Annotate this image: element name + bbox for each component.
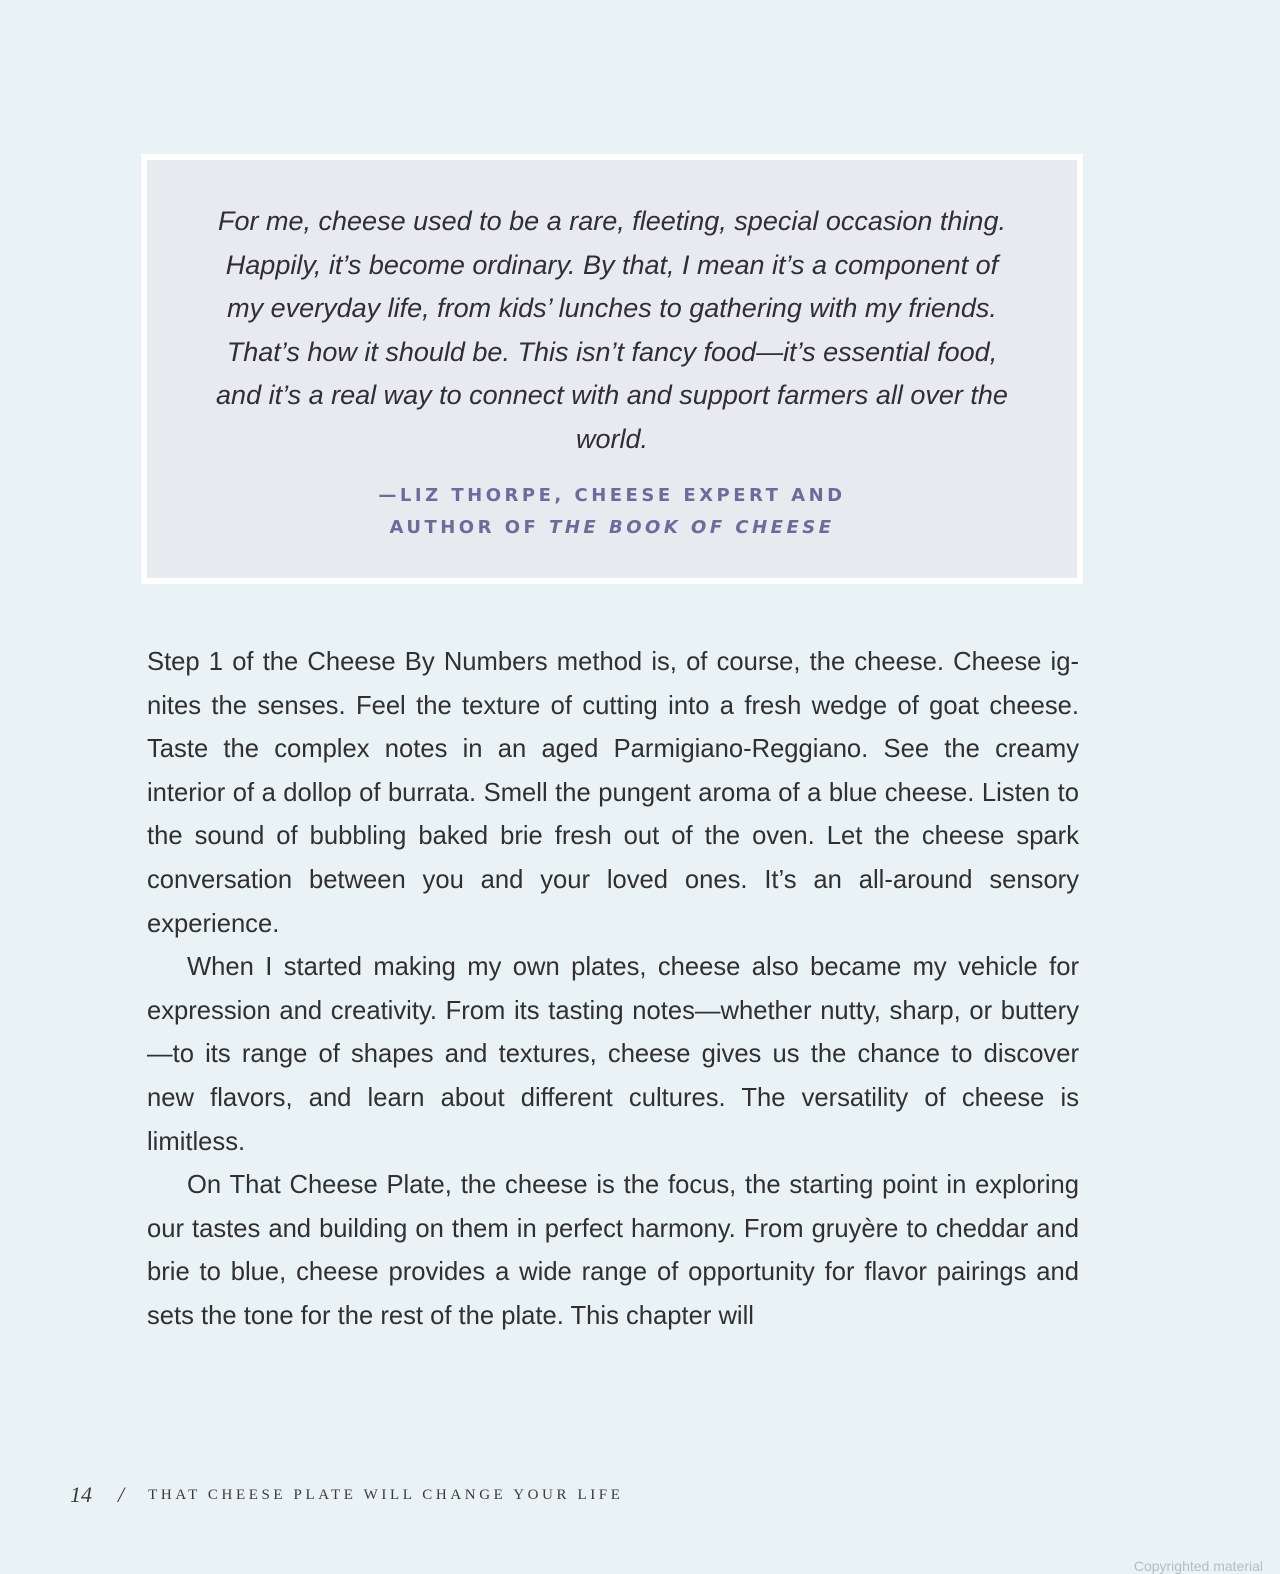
attribution-book-title: THE BOOK OF CHEESE — [549, 517, 835, 538]
page-footer — [70, 1480, 624, 1510]
pull-quote-box — [141, 154, 1083, 584]
footer-separator: / — [118, 1482, 125, 1507]
page-number: 14 — [70, 1482, 92, 1507]
attribution-line-2 — [147, 512, 1077, 544]
body-paragraph-3: On That Cheese Plate, the cheese is the focus, the starting point in exploring our tastes and building on them in perfect harmony. From gruyère to cheddar and brie to blue, cheese provides a wide range of opportunity for flavor pairings and sets the tone for the rest of the plate. This chapter will — [147, 1171, 1079, 1330]
body-paragraph-2: When I started making my own plates, cheese also became my vehicle for expression and creativity. From its tasting notes—whether nutty, sharp, or buttery—to its range of shapes and textures, cheese gives us the chance to discover new flavors, and learn about different cultures. The versatility of cheese is limitless. — [147, 953, 1079, 1156]
attribution-prefix: AUTHOR OF — [389, 517, 550, 538]
pull-quote-text: For me, cheese used to be a rare, fleeting, special occasion thing. Happily, it’s become ordinary. By that, I mean it’s a component of my everyday life, from kids’ lunches to gathering with my friends. That’s how it should be. This isn’t fancy food—it’s essential food, and it’s a real way to connect with and support farmers all over the world. — [216, 206, 1008, 454]
copyright-watermark: Copyrighted material — [1133, 1558, 1263, 1574]
running-book-title: THAT CHEESE PLATE WILL CHANGE YOUR LIFE — [148, 1486, 624, 1503]
body-text — [147, 641, 1079, 1339]
pull-quote-attribution — [147, 480, 1077, 544]
body-paragraph-1: Step 1 of the Cheese By Numbers method is, of course, the cheese. Cheese ignites the senses. Feel the texture of cutting into a fresh wedge of goat cheese. Taste the complex notes in an aged Parmigiano-Reggiano. See the creamy interior of a dollop of burrata. Smell the pungent aroma of a blue cheese. Listen to the sound of bubbling baked brie fresh out of the oven. Let the cheese spark conversation between you and your loved ones. It’s an all-around sensory experience. — [147, 648, 1079, 938]
attribution-line-1: —LIZ THORPE, CHEESE EXPERT AND — [378, 485, 846, 506]
